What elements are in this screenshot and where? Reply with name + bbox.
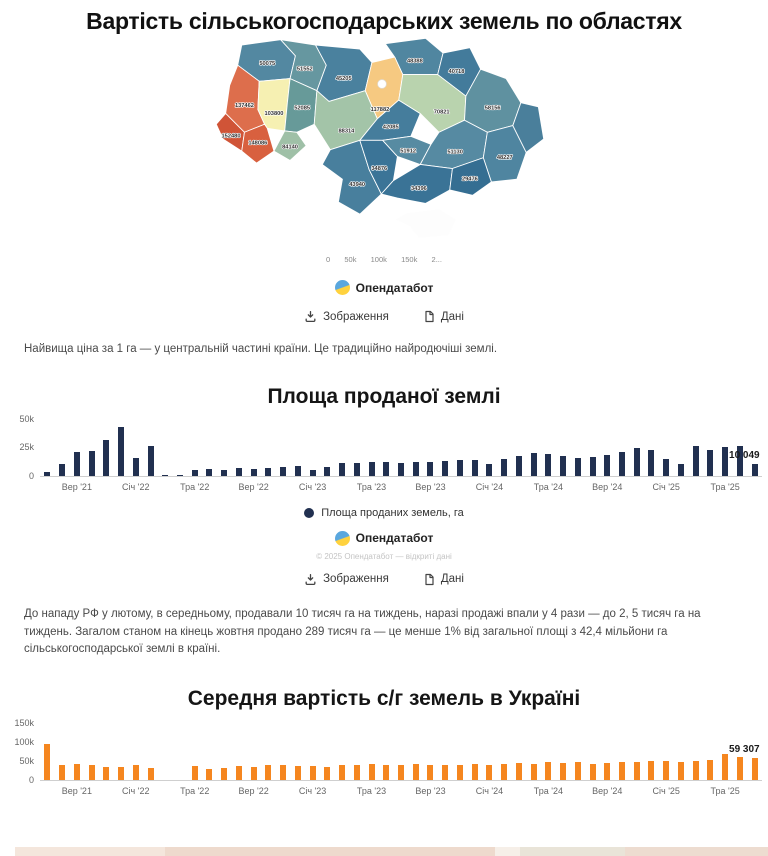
x-tick-label: Вер '21 (61, 786, 92, 797)
bar-6[interactable] (133, 765, 139, 780)
legend-tick: 2... (431, 255, 442, 264)
last-bar-value-label: 10 049 (729, 450, 760, 462)
region-cherkasy-value: 42085 (382, 124, 399, 131)
area-chart-y-axis (6, 413, 40, 481)
region-chernihiv-value: 48388 (406, 58, 423, 65)
download-image-icon (304, 573, 317, 586)
bar-15[interactable] (265, 468, 271, 476)
bar-39[interactable] (619, 762, 625, 780)
bar-16[interactable] (280, 765, 286, 780)
bar-43[interactable] (678, 762, 684, 780)
next-section-edge (0, 847, 768, 856)
bar-24[interactable] (398, 463, 404, 476)
opendatabot-brand (0, 280, 768, 295)
legend-tick: 150k (401, 255, 418, 264)
bar-33[interactable] (531, 764, 537, 780)
bar-22[interactable] (369, 462, 375, 476)
area-chart-title: Площа проданої землі (267, 384, 501, 408)
bar-14[interactable] (251, 469, 257, 476)
region-kherson-value: 34396 (410, 185, 427, 192)
area-data-button[interactable] (423, 573, 464, 586)
region-volyn-value: 50075 (259, 61, 276, 68)
series-legend-label: Площа проданих земель, га (321, 506, 464, 519)
x-tick-label: Січ '24 (475, 786, 504, 797)
bar-34[interactable] (545, 762, 551, 780)
x-tick-label: Тра '25 (710, 786, 740, 797)
opendatabot-logo-icon (335, 280, 350, 295)
bar-38[interactable] (604, 455, 610, 476)
download-image-icon (304, 310, 317, 323)
region-crimea-outline (395, 209, 457, 239)
bar-39[interactable] (619, 452, 625, 476)
map-note: Найвища ціна за 1 га — у центральній частині країни. Це традиційно найродючіші землі. (24, 343, 498, 355)
map-data-button-label: Дані (440, 310, 464, 323)
x-tick-label: Тра '24 (533, 481, 563, 492)
map-data-button[interactable] (423, 310, 464, 323)
map-color-legend (326, 255, 442, 264)
ukraine-choropleth-map (216, 37, 552, 245)
area-data-button-label: Дані (440, 573, 464, 586)
bar-30[interactable] (486, 464, 492, 475)
map-title: Вартість сільськогосподарських земель по областях (86, 8, 682, 34)
bar-25[interactable] (413, 462, 419, 476)
bar-47[interactable] (737, 757, 743, 780)
legend-tick: 100k (370, 255, 387, 264)
price-chart-x-axis (40, 781, 762, 797)
bar-9[interactable] (177, 475, 183, 476)
region-donetsk-value: 48227 (496, 155, 513, 162)
x-tick-label: Січ '22 (122, 786, 150, 797)
region-lviv-value: 137462 (234, 102, 254, 109)
x-tick-label: Вер '21 (61, 481, 92, 492)
bar-27[interactable] (442, 765, 448, 780)
x-tick-label: Тра '22 (180, 481, 210, 492)
data-file-icon (423, 573, 435, 586)
x-tick-label: Тра '22 (180, 786, 210, 797)
region-ivano-frankivsk-value: 148086 (248, 140, 268, 147)
x-tick-label: Тра '25 (710, 481, 740, 492)
bar-10[interactable] (192, 470, 198, 476)
x-tick-label: Вер '24 (592, 481, 623, 492)
x-tick-label: Тра '23 (356, 786, 387, 797)
kyiv-city-spot (378, 80, 387, 89)
bar-48[interactable] (752, 464, 758, 475)
bar-26[interactable] (427, 765, 433, 781)
bar-25[interactable] (413, 764, 419, 780)
x-tick-label: Вер '22 (238, 786, 269, 797)
bar-36[interactable] (575, 762, 581, 780)
y-tick-label: 0 (28, 470, 34, 481)
opendatabot-brand (0, 531, 768, 546)
bar-40[interactable] (634, 762, 640, 780)
bar-4[interactable] (103, 440, 109, 475)
bar-11[interactable] (206, 469, 212, 476)
bar-44[interactable] (693, 446, 699, 476)
y-tick-label: 50k (19, 756, 34, 767)
y-tick-label: 150k (14, 718, 34, 729)
bar-46[interactable] (722, 447, 728, 476)
bar-15[interactable] (265, 765, 271, 780)
bar-29[interactable] (472, 764, 478, 780)
bar-32[interactable] (516, 456, 522, 476)
bar-46[interactable] (722, 754, 728, 780)
area-sold-chart (6, 413, 762, 493)
bar-37[interactable] (590, 457, 596, 476)
region-rivne-value: 51552 (296, 66, 313, 73)
bar-10[interactable] (192, 766, 198, 780)
area-export-row (0, 573, 768, 586)
x-tick-label: Січ '23 (298, 481, 327, 492)
x-tick-label: Вер '22 (238, 481, 269, 492)
map-image-button[interactable] (304, 310, 389, 323)
bar-4[interactable] (103, 767, 109, 781)
bar-7[interactable] (148, 446, 154, 476)
bar-2[interactable] (74, 764, 80, 780)
bar-40[interactable] (634, 448, 640, 475)
x-tick-label: Вер '23 (415, 786, 446, 797)
bar-36[interactable] (575, 458, 581, 476)
bar-5[interactable] (118, 427, 124, 476)
bar-31[interactable] (501, 459, 507, 476)
bar-27[interactable] (442, 461, 448, 476)
region-poltava-value: 70821 (433, 109, 450, 116)
bar-28[interactable] (457, 460, 463, 475)
bar-17[interactable] (295, 766, 301, 780)
y-tick-label: 0 (28, 775, 34, 786)
y-tick-label: 50k (19, 413, 34, 424)
opendatabot-logo-icon (335, 531, 350, 546)
area-chart-x-axis (40, 477, 762, 493)
copyright-note: © 2025 Опендатабот — відкриті дані (316, 551, 452, 561)
region-vinnytsia-value: 88314 (338, 128, 355, 135)
bar-18[interactable] (310, 470, 316, 476)
bar-48[interactable] (752, 758, 758, 781)
map-export-row (0, 310, 768, 323)
bar-1[interactable] (59, 765, 65, 781)
bar-20[interactable] (339, 765, 345, 780)
bar-3[interactable] (89, 451, 95, 476)
bar-42[interactable] (663, 761, 669, 780)
y-tick-label: 25k (19, 442, 34, 453)
legend-tick: 50k (344, 255, 357, 264)
bar-41[interactable] (648, 450, 654, 476)
x-tick-label: Вер '23 (415, 481, 446, 492)
x-tick-label: Січ '24 (475, 481, 504, 492)
bar-11[interactable] (206, 769, 212, 780)
bar-34[interactable] (545, 454, 551, 476)
bar-1[interactable] (59, 464, 65, 475)
bar-14[interactable] (251, 767, 257, 781)
region-chernivtsi-value: 84140 (282, 144, 298, 151)
region-zaporizhzhia-value: 29476 (461, 176, 478, 183)
bar-17[interactable] (295, 466, 301, 476)
brand-name: Опендатабот (355, 280, 434, 295)
brand-name: Опендатабот (355, 531, 434, 546)
bar-45[interactable] (707, 450, 713, 476)
bar-23[interactable] (383, 765, 389, 781)
area-note: До нападу РФ у лютому, в середньому, продавали 10 тисяч га на тиждень, наразі продажі впали у 4 рази — до 2, 5 тисяч га на тиждень. Загалом станом на кінець жовтня продано 289 тисяч га — це менше 1% від загальної площі з 42,4 мільйони га сільськогосподарської землі в країні. (24, 607, 701, 656)
region-kharkiv-value: 58156 (484, 105, 501, 112)
bar-13[interactable] (236, 468, 242, 476)
bar-42[interactable] (663, 459, 669, 476)
x-tick-label: Січ '22 (122, 481, 150, 492)
x-tick-label: Січ '25 (652, 481, 680, 492)
bar-2[interactable] (74, 452, 80, 476)
bar-0[interactable] (44, 744, 50, 780)
bar-12[interactable] (221, 470, 227, 476)
bar-38[interactable] (604, 763, 610, 780)
area-chart-legend (0, 507, 768, 519)
series-dot-icon (304, 508, 314, 518)
price-chart-title: Середня вартість с/г земель в Україні (187, 687, 581, 711)
price-chart-y-axis (6, 718, 40, 786)
bar-33[interactable] (531, 453, 537, 476)
region-zhytomyr-value: 45205 (335, 75, 352, 82)
area-image-button-label: Зображення (323, 573, 389, 586)
bar-13[interactable] (236, 766, 242, 780)
bar-7[interactable] (148, 768, 154, 781)
region-kyiv-value: 117882 (370, 106, 390, 113)
last-bar-value-label: 59 307 (729, 743, 760, 755)
bar-43[interactable] (678, 464, 684, 475)
bar-37[interactable] (590, 764, 596, 781)
bar-21[interactable] (354, 463, 360, 476)
bar-35[interactable] (560, 763, 566, 780)
bar-41[interactable] (648, 761, 654, 780)
bar-8[interactable] (162, 475, 168, 476)
data-file-icon (423, 310, 435, 323)
bar-29[interactable] (472, 460, 478, 476)
region-mykolaiv-value: 34876 (371, 165, 388, 172)
avg-price-chart (6, 718, 762, 797)
bar-19[interactable] (324, 767, 330, 781)
area-chart-plot (40, 419, 762, 477)
bar-6[interactable] (133, 458, 139, 476)
price-chart-plot (40, 723, 762, 781)
x-tick-label: Тра '23 (356, 481, 387, 492)
bar-12[interactable] (221, 768, 227, 781)
legend-tick: 0 (326, 255, 331, 264)
bar-16[interactable] (280, 467, 286, 476)
bar-19[interactable] (324, 467, 330, 476)
bar-22[interactable] (369, 764, 375, 780)
region-sumy-value: 40718 (448, 69, 465, 76)
bar-35[interactable] (560, 456, 566, 475)
x-tick-label: Вер '24 (592, 786, 623, 797)
article-page (0, 8, 768, 797)
bar-26[interactable] (427, 462, 433, 476)
x-tick-label: Січ '25 (652, 786, 680, 797)
region-odesa-value: 43940 (349, 181, 366, 188)
bar-0[interactable] (44, 472, 50, 475)
bar-31[interactable] (501, 764, 507, 780)
region-kirovohrad-value: 51912 (400, 148, 417, 155)
bar-18[interactable] (310, 766, 316, 780)
y-tick-label: 100k (14, 737, 34, 748)
region-ternopil-value: 103800 (264, 110, 284, 117)
x-tick-label: Тра '24 (533, 786, 563, 797)
bar-5[interactable] (118, 767, 124, 780)
bar-20[interactable] (339, 463, 345, 476)
region-dnipro-value: 51130 (447, 149, 463, 156)
area-image-button[interactable] (304, 573, 389, 586)
bar-21[interactable] (354, 765, 360, 781)
bar-44[interactable] (693, 761, 699, 781)
bar-32[interactable] (516, 763, 522, 780)
bar-23[interactable] (383, 462, 389, 476)
region-zakarpattia-value: 152480 (221, 133, 241, 140)
map-image-button-label: Зображення (323, 310, 389, 323)
bar-45[interactable] (707, 760, 713, 781)
bar-3[interactable] (89, 765, 95, 780)
x-tick-label: Січ '23 (298, 786, 327, 797)
region-khmelnytskyi-value: 52085 (294, 105, 311, 112)
bar-28[interactable] (457, 765, 463, 780)
bar-24[interactable] (398, 765, 404, 780)
bar-30[interactable] (486, 765, 492, 781)
